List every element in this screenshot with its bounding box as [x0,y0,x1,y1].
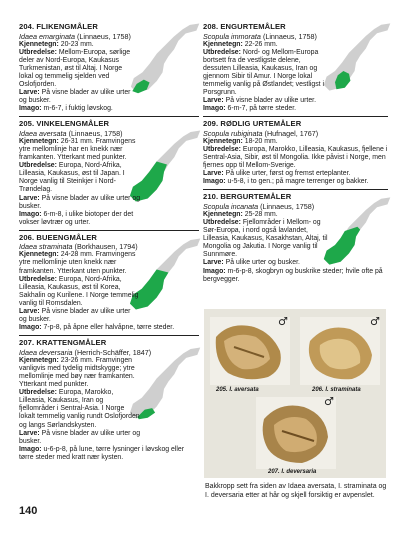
species-title: 209. RØDLIG URTEMÅLER [203,119,302,129]
distribution-text: Europa, Marokko, Lilleasia, Kaukasus, Iran og fjellområder i Sentral-Asia. I Norge lokalt temmelig vanlig rundt Oslofjorden og langs Sørlandskysten. [19,389,140,429]
species-title: 208. ENGURTEMÅLER [203,22,286,31]
range-text: 20-23 mm. [60,40,94,48]
distribution-text: Nord- og Mellom-Europa bortsett fra de vestligste delene, dessuten Lilleasia, Kaukasus, Iran og gjennom Sibir til Amur. I Norge lokal temmelig vanlig på Østlandet; vestligst i Porsgrunn. [203,48,325,97]
photo-caption-207: 207. I. deversaria [268,469,317,475]
range-text: 18-20 mm. [244,137,278,145]
latin-name: Scopula incanata [203,201,259,211]
larva-text: På ulike urter og busker. [225,259,300,267]
photo-206-straminata [300,317,380,385]
imago-text: u-5-8, i to gen.; på magre terrenger og bakker. [227,178,369,186]
divider [203,116,388,117]
larva-text: På visne blader av ulike urter og busker. [19,429,141,445]
range-text: 22-26 mm. [244,40,278,48]
larva-text: På visne blader av ulike urter og busker. [19,308,131,324]
latin-name: Idaea deversaria [19,347,73,357]
species-title: 204. FLIKENGMÅLER [19,22,98,31]
divider [19,335,199,336]
right-column [203,22,388,290]
species-entry-207: 207. KRATTENGMÅLER Idaea deversaria (Herrich-Schäffer, 1847) Kjennetegn: 23-26 mm. Framvingen vanligvis med tydelig midtskygge; ytre mellomlinje med bøy nær framkanten. Ytterkant med punkter. Utbredelse: Europa, Marokko, Lilleasia, Kaukasus, Iran og fjellområder i Sentral-Asia. I Norge lokalt temmelig vanlig rundt Oslofjorden og langs Sørlandskysten. Larve: På visne blader av ulike urter og busker. Imago: u-6-p-8, på lune, tørre lysninger i løvskog eller tørre steder med kratt nær kysten. [19,338,199,462]
larva-text: På visne blader av ulike urter. [225,97,317,105]
author: (Borkhausen, 1794) [74,242,138,252]
distribution-text: Mellom-Europa, sørlige deler av Nord-Europa, Kaukasus Turkmenistan, øst til Altaj. I Norge lokal og temmelig sjelden ved Oslofjorden. [19,48,131,88]
distribution-text: Europa, Marokko, Lilleasia, Kaukasus, fjellene i Sentral-Asia, Sibir, øst til Mongolia. Ikke påvist i Norge, men fjernes opp til Mellom-Sverige. [203,145,388,170]
author: (Hufnagel, 1767) [264,128,319,138]
species-entry-209: 209. RØDLIG URTEMÅLER Scopula rubiginata (Hufnagel, 1767) Kjennetegn: 18-20 mm. Utbredelse: Europa, Marokko, Lilleasia, Kaukasus, fjellene i Sentral-Asia, Sibir, øst til Mongolia. Ikke påvist i Norge, men fjernes opp til Mellom-Sverige. Larve: På ulike urter, først og fremst erteplanter. Imago: u-5-8, i to gen.; på magre terrenger og bakker. [203,119,388,186]
range-text: 25-28 mm. [244,210,278,218]
larva-text: På visne blader av ulike urter og busker. [19,89,131,105]
author: (Linnaeus, 1758) [260,201,315,211]
divider [19,116,199,117]
male-symbol: ♂ [324,395,334,408]
species-title: 207. KRATTENGMÅLER [19,338,107,348]
distribution-map-208 [321,22,391,92]
latin-name: Idaea straminata [19,242,73,252]
species-title: 205. VINKELENGMÅLER [19,119,110,129]
author: (Herrich-Schäffer, 1847) [74,347,152,357]
imago-text: 7-p-8, på åpne eller halvåpne, tørre steder. [43,324,175,332]
latin-name: Scopula rubiginata [203,128,263,138]
larva-text: På ulike urter, først og fremst erteplanter. [225,170,351,178]
latin-name: Scopula immorata [203,31,261,41]
species-title: 210. BERGURTEMÅLER [203,192,292,202]
author: (Linnaeus, 1758) [68,128,123,138]
imago-text: u-6-p-8, på lune, tørre lysninger i løvskog eller tørre steder med kratt nær kysten. [19,445,185,461]
species-entry-206: 206. BUEENGMÅLER Idaea straminata (Borkhausen, 1794) Kjennetegn: 24-28 mm. Framvingens ytre mellomlinje uten knekk nær framkanten. Ytterkant uten punkter. Utbredelse: Europa, Nord-Afrika, Lilleasia, Kaukasus, øst til Korea, Sakhalin og Kurilene. I Norge temmelig vanlig til Romsdalen. Larve: På visne blader av ulike urter og busker. Imago: 7-p-8, på åpne eller halvåpne, tørre steder. [19,233,199,332]
photo-caption-205: 205. I. aversata [216,387,259,393]
male-symbol: ♂ [370,315,380,328]
genitalia-photo-plate [204,309,386,478]
imago-text: 6-m-8, i ulike biotoper der det vokser løvtrær og urter. [19,210,134,226]
species-entry-208: 208. ENGURTEMÅLER Scopula immorata (Linnaeus, 1758) Kjennetegn: 22-26 mm. Utbredelse: Nord- og Mellom-Europa bortsett fra de vestligste delene, dessuten Lilleasia, Kaukasus, Iran og gjennom Sibir til Amur. I Norge lokal temmelig vanlig på Østlandet; vestligst i Porsgrunn. Larve: På visne blader av ulike urter. Imago: 6-m-7, på tørre steder. [203,22,388,113]
range-text: 26-31 mm. Framvingens ytre mellomlinje har en knekk nær framkanten. Ytterkant med punkter. [19,137,136,162]
imago-text: m-6-7, i fuktig løvskog. [43,105,113,113]
male-symbol: ♂ [278,315,288,328]
distribution-text: Fjellområder i Mellom- og Sør-Europa, i nord også lavlandet, Lilleasia, Kaukasus, Kasakhstan, Altaj, til Mongolia og Jakutia. I Norge vanlig til Sunnmøre. [203,219,328,259]
author: (Linnaeus, 1758) [76,31,131,41]
figure-caption: Bakkropp sett fra siden av Idaea aversata, I. straminata og I. deversaria etter at hår og skjell forsiktig er avpenslet. [205,483,387,499]
range-text: 24-28 mm. Framvingens ytre mellomlinje uten knekk nær framkanten. Ytterkant uten punkter. [19,251,136,275]
species-entry-204: 204. FLIKENGMÅLER Idaea emarginata (Linnaeus, 1758) Kjennetegn: 20-23 mm. Utbredelse: Mellom-Europa, sørlige deler av Nord-Europa, Kaukasus Turkmenistan, øst til Altaj. I Norge lokal og temmelig sjelden ved Oslofjorden. Larve: På visne blader av ulike urter og busker. Imago: m-6-7, i fuktig løvskog. [19,22,199,113]
latin-name: Idaea aversata [19,128,67,138]
distribution-text: Europa, Nord-Afrika, Lilleasia, Kaukasus, øst til Korea, Sakhalin og Kurilene. I Norge temmelig vanlig til Romsdalen. [19,275,139,307]
range-text: 23-26 mm. Framvingen vanligvis med tydelig midtskygge; ytre mellomlinje med bøy nær framkanten. Ytterkant med punkter. [19,356,135,389]
photo-caption-206: 206. I. straminata [312,387,361,393]
imago-text: m-6-p-8, skogbryn og buskrike steder; hvile ofte på bergvegger. [203,267,383,283]
divider [19,230,199,231]
page-number: 140 [19,505,38,517]
distribution-map-204 [127,22,201,94]
divider [203,189,388,190]
author: (Linnaeus, 1758) [262,31,317,41]
larva-text: På visne blader av ulike urter og busker. [19,194,141,210]
distribution-text: Europa, Nord-Afrika, Lilleasia, Kaukasus, øst til Japan. I Norge vanlig til Steinkjer i Nord-Trøndelag. [19,162,125,194]
species-entry-205: 205. VINKELENGMÅLER Idaea aversata (Linnaeus, 1758) Kjennetegn: 26-31 mm. Framvingens ytre mellomlinje har en knekk nær framkanten. Ytterkant med punkter. Utbredelse: Europa, Nord-Afrika, Lilleasia, Kaukasus, øst til Japan. I Norge vanlig til Steinkjer i Nord-Trøndelag. Larve: På visne blader av ulike urter og busker. Imago: 6-m-8, i ulike biotoper der det vokser løvtrær og urter. [19,119,199,227]
distribution-map-210 [321,194,391,268]
species-entry-210: 210. BERGURTEMÅLER Scopula incanata (Linnaeus, 1758) Kjennetegn: 25-28 mm. Utbredelse: Fjellområder i Mellom- og Sør-Europa, i nord også lavlandet, Lilleasia, Kaukasus, Kasakhstan, Altaj, til Mongolia og Jakutia. I Norge vanlig til Sunnmøre. Larve: På ulike urter og busker. Imago: m-6-p-8, skogbryn og buskrike steder; hvile ofte på bergvegger. [203,192,388,283]
species-title: 206. BUEENGMÅLER [19,232,97,242]
latin-name: Idaea emarginata [19,31,75,41]
left-column [19,22,199,468]
imago-text: 6-m-7, på tørre steder. [227,105,297,113]
